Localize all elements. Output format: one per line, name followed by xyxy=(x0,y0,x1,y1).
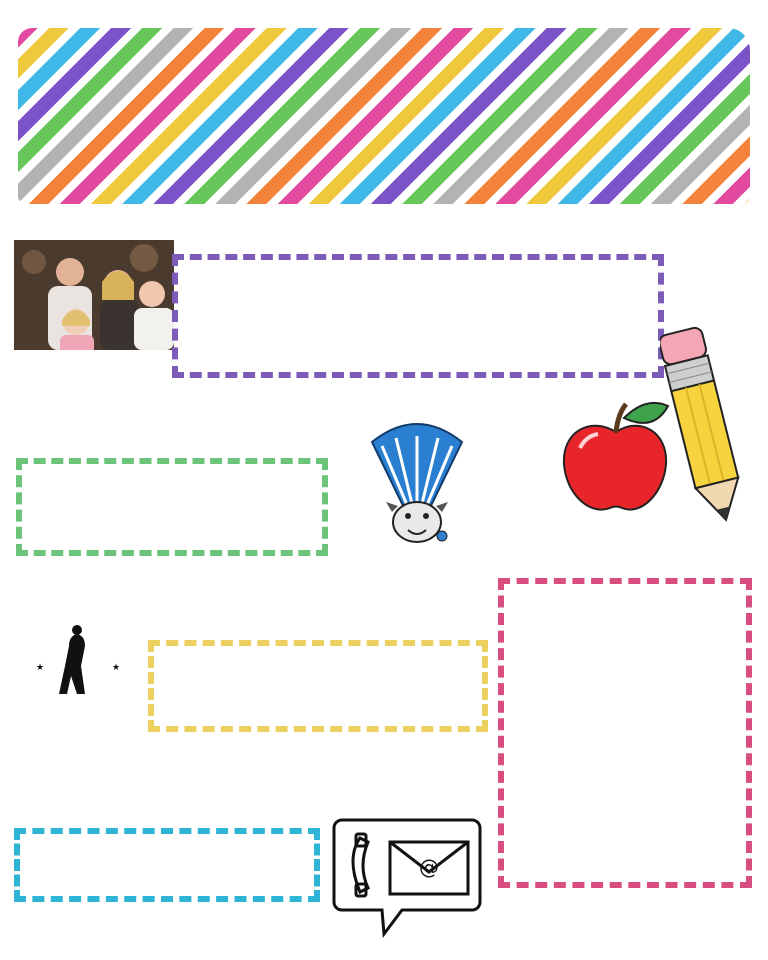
contact-box xyxy=(14,828,320,902)
family-photo xyxy=(14,240,174,350)
apple-icon xyxy=(560,398,672,518)
header-banner xyxy=(18,28,750,204)
university-seal-logo xyxy=(24,600,130,726)
favorites-box xyxy=(498,578,752,888)
dogs-mascot-logo xyxy=(352,412,482,552)
childhood-box xyxy=(16,458,328,556)
education-box xyxy=(148,640,488,732)
phone-and-email-icon xyxy=(332,816,482,940)
pencil-icon xyxy=(660,318,750,528)
basics-box xyxy=(172,254,664,378)
svg-text:★: ★ xyxy=(36,662,45,672)
svg-text:@: @ xyxy=(419,855,439,879)
svg-text:★: ★ xyxy=(112,662,121,672)
